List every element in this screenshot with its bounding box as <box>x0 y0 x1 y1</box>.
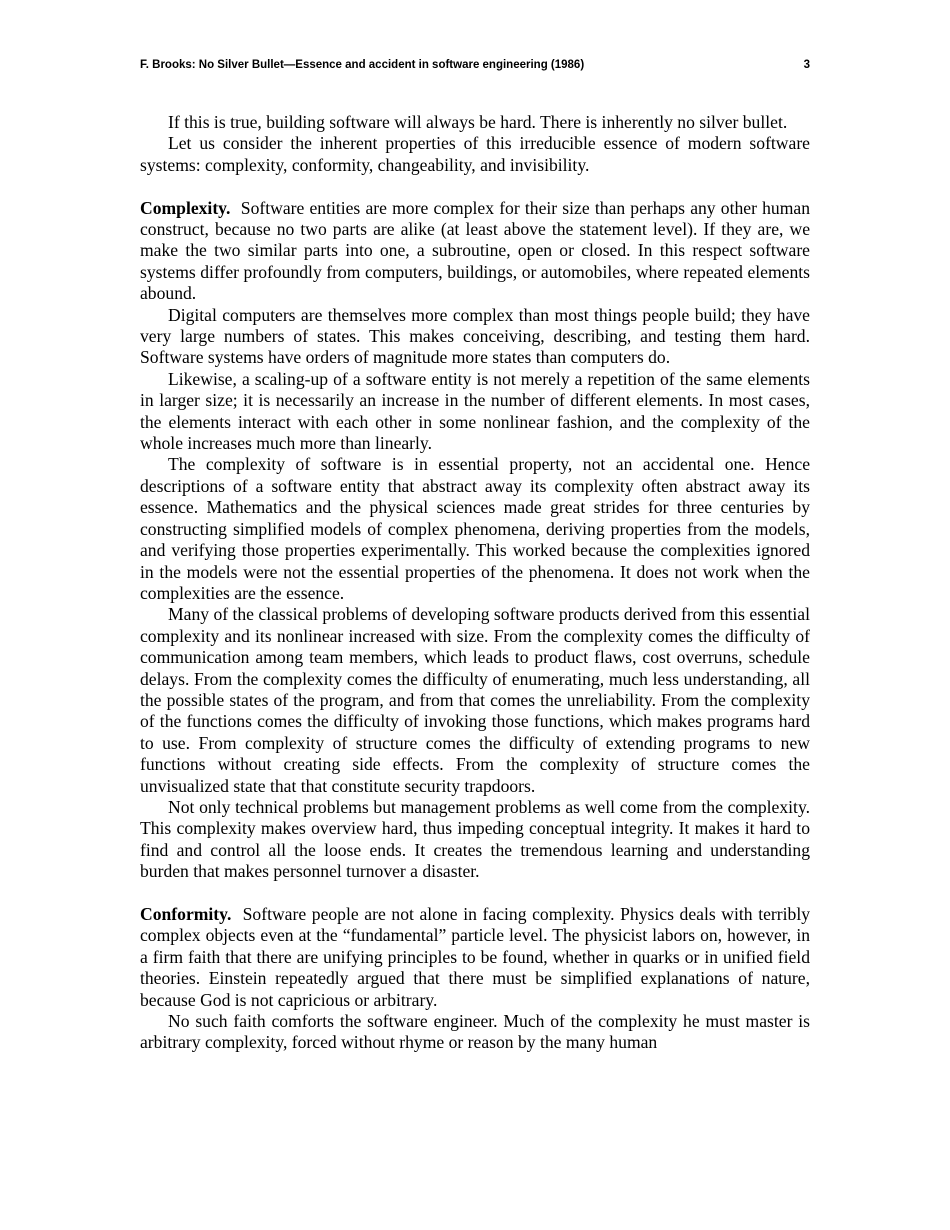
section-conformity <box>140 904 810 1011</box>
paragraph: Not only technical problems but management problems as well come from the complexity. This complexity makes overview hard, thus impeding conceptual integrity. It makes it hard to find and control all the loose ends. It creates the tremendous learning and understanding burden that makes personnel turnover a disaster. <box>140 796 810 882</box>
paragraph: Digital computers are themselves more complex than most things people build; they have very large numbers of states. This makes conceiving, describing, and testing them hard. Software systems have orders of magnitude more states than computers do. <box>140 304 810 368</box>
body-text <box>140 112 810 1054</box>
paragraph: No such faith comforts the software engineer. Much of the complexity he must master is arbitrary complexity, forced without rhyme or reason by the many human <box>140 1011 810 1053</box>
running-title: F. Brooks: No Silver Bullet—Essence and accident in software engineering (1986) <box>140 59 585 71</box>
paragraph: Likewise, a scaling-up of a software entity is not merely a repetition of the same elements in larger size; it is necessarily an increase in the number of different elements. In most cases, the elements interact with each other in some nonlinear fashion, and the complexity of the whole increases much more than linearly. <box>140 368 810 454</box>
paragraph: Let us consider the inherent properties of this irreducible essence of modern software systems: complexity, conformity, changeability, and invisibility. <box>140 133 810 175</box>
page-number: 3 <box>803 59 810 71</box>
section-heading-complexity: Complexity. <box>140 197 231 218</box>
paragraph-text: Software people are not alone in facing complexity. Physics deals with terribly complex objects even at the “fundamental” particle level. The physicist labors on, however, in a firm faith that there are unifying principles to be found, whether in quarks or in unified field theories. Einstein repeatedly argued that there must be simplified explanations of nature, because God is not capricious or arbitrary. <box>140 904 810 1010</box>
paragraph-text: Software entities are more complex for their size than perhaps any other human construct, because no two parts are alike (at least above the statement level). If they are, we make the two similar parts into one, a subroutine, open or closed. In this respect software systems differ profoundly from computers, buildings, or automobiles, where repeated elements abound. <box>140 197 810 304</box>
running-header <box>140 56 810 74</box>
section-complexity <box>140 198 810 305</box>
paragraph: If this is true, building software will always be hard. There is inherently no silver bullet. <box>168 112 788 132</box>
paragraph: The complexity of software is in essential property, not an accidental one. Hence descriptions of a software entity that abstract away its complexity often abstract away its essence. Mathematics and the physical sciences made great strides for three centuries by constructing simplified models of complex phenomena, deriving properties from the models, and verifying those properties experimentally. This worked because the complexities ignored in the models were not the essential properties of the phenomena. It does not work when the complexities are the essence. <box>140 454 810 603</box>
paragraph: Many of the classical problems of developing software products derived from this essential complexity and its nonlinear increased with size. From the complexity comes the difficulty of communication among team members, which leads to product flaws, cost overruns, schedule delays. From the complexity comes the difficulty of enumerating, much less understanding, all the possible states of the program, and from that comes the unreliability. From the complexity of the functions comes the difficulty of invoking those functions, which makes programs hard to use. From complexity of structure comes the difficulty of extending programs to new functions without creating side effects. From the complexity of structure comes the unvisualized state that that constitute security trapdoors. <box>140 604 811 796</box>
section-heading-conformity: Conformity. <box>140 904 232 924</box>
